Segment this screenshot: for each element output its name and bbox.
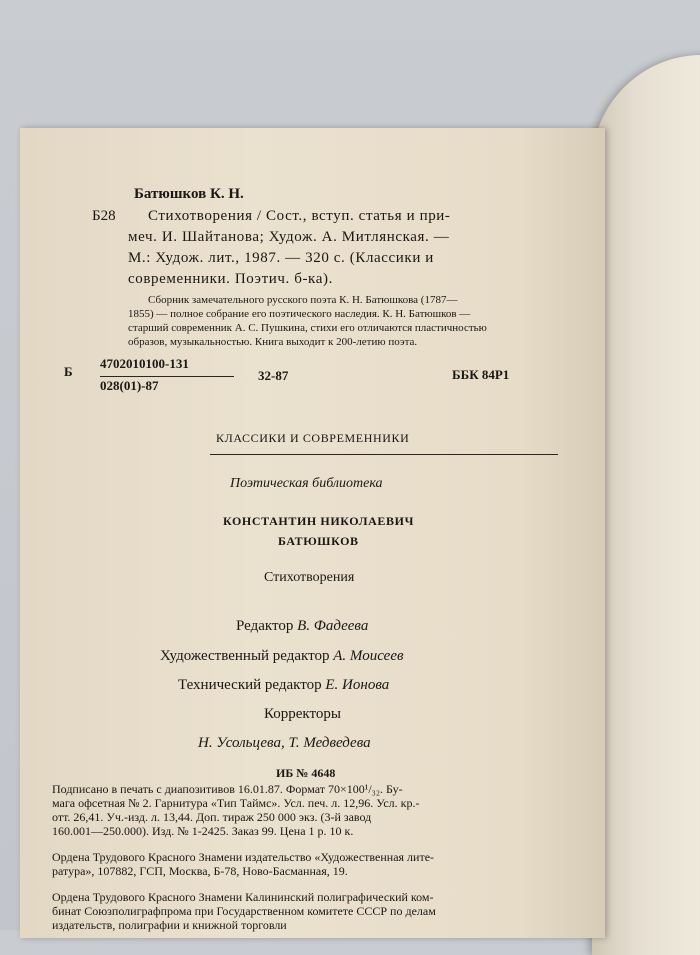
book-title: Стихотворения xyxy=(264,570,355,585)
index-numerator: 4702010100-131 xyxy=(100,356,189,371)
tech-editor-name: Е. Ионова xyxy=(325,677,390,693)
printer-line: Ордена Трудового Красного Знамени Калининский полиграфический ком- xyxy=(52,890,434,904)
editor-role: Редактор xyxy=(236,618,294,634)
series-divider xyxy=(210,454,558,455)
index-letter: Б xyxy=(64,364,73,379)
art-editor-name: А. Моисеев xyxy=(333,648,404,664)
author-surname: БАТЮШКОВ xyxy=(278,534,359,548)
editor-credit xyxy=(236,618,368,635)
tech-editor-role: Технический редактор xyxy=(178,677,322,693)
art-editor-role: Художественный редактор xyxy=(160,648,330,664)
card-annotation-line: старший современник А. С. Пушкина, стихи его отличаются пластичностью xyxy=(128,322,487,334)
next-page-curl xyxy=(592,55,700,955)
printer-line: бинат Союзполиграфпрома при Государственном комитете СССР по делам xyxy=(52,904,436,918)
card-entry-line: меч. И. Шайтанова; Худож. А. Митлянская. — xyxy=(128,229,450,245)
card-annotation-line: 1855) — полное собрание его поэтического наследия. К. Н. Батюшков — xyxy=(128,308,471,320)
index-number: 32-87 xyxy=(258,368,289,383)
bbk-code: ББК 84Р1 xyxy=(452,367,510,382)
publisher-line: Ордена Трудового Красного Знамени издательство «Художественная лите- xyxy=(52,850,435,864)
card-annotation-line: Сборник замечательного русского поэта К. Н. Батюшкова (1787— xyxy=(148,294,458,306)
card-annotation-line: образов, музыкальностью. Книга выходит к 200-летию поэта. xyxy=(128,336,418,348)
imprint-line: Подписано в печать с диапозитивов 16.01.87. Формат 70×100¹/₃₂. Бу- xyxy=(52,782,403,796)
imprint-line: мага офсетная № 2. Гарнитура «Тип Таймс». Усл. печ. л. 12,96. Усл. кр.- xyxy=(52,796,420,810)
printer-line: издательств, полиграфии и книжной торговли xyxy=(52,918,287,932)
index-denominator: 028(01)-87 xyxy=(100,378,159,393)
tech-editor-credit xyxy=(178,677,389,694)
publisher-line: ратура», 107882, ГСП, Москва, Б-78, Ново-Басманная, 19. xyxy=(52,864,348,878)
card-entry-line: Стихотворения / Сост., вступ. статья и при- xyxy=(148,208,451,224)
imprint-line: отт. 26,41. Уч.-изд. л. 13,44. Доп. тираж 250 000 экз. (3-й завод xyxy=(52,810,372,824)
proofreaders-names: Н. Усольцева, Т. Медведева xyxy=(198,735,371,751)
library-name: Поэтическая библиотека xyxy=(230,476,383,491)
card-entry-line: М.: Худож. лит., 1987. — 320 с. (Классики и xyxy=(128,250,434,266)
ib-number: ИБ № 4648 xyxy=(276,766,336,780)
card-code: Б28 xyxy=(92,208,116,224)
author-first-names: КОНСТАНТИН НИКОЛАЕВИЧ xyxy=(223,514,414,528)
fraction-line xyxy=(100,376,234,377)
proofreaders-role: Корректоры xyxy=(264,706,341,722)
card-entry-line: современники. Поэтич. б-ка). xyxy=(128,271,333,287)
imprint-line: 160.001—250.000). Изд. № 1-2425. Заказ 99. Цена 1 р. 10 к. xyxy=(52,824,354,838)
book-page xyxy=(20,128,605,938)
editor-name: В. Фадеева xyxy=(297,618,369,634)
card-author: Батюшков К. Н. xyxy=(134,186,244,202)
series-name: КЛАССИКИ И СОВРЕМЕННИКИ xyxy=(216,431,410,445)
art-editor-credit xyxy=(160,648,403,665)
